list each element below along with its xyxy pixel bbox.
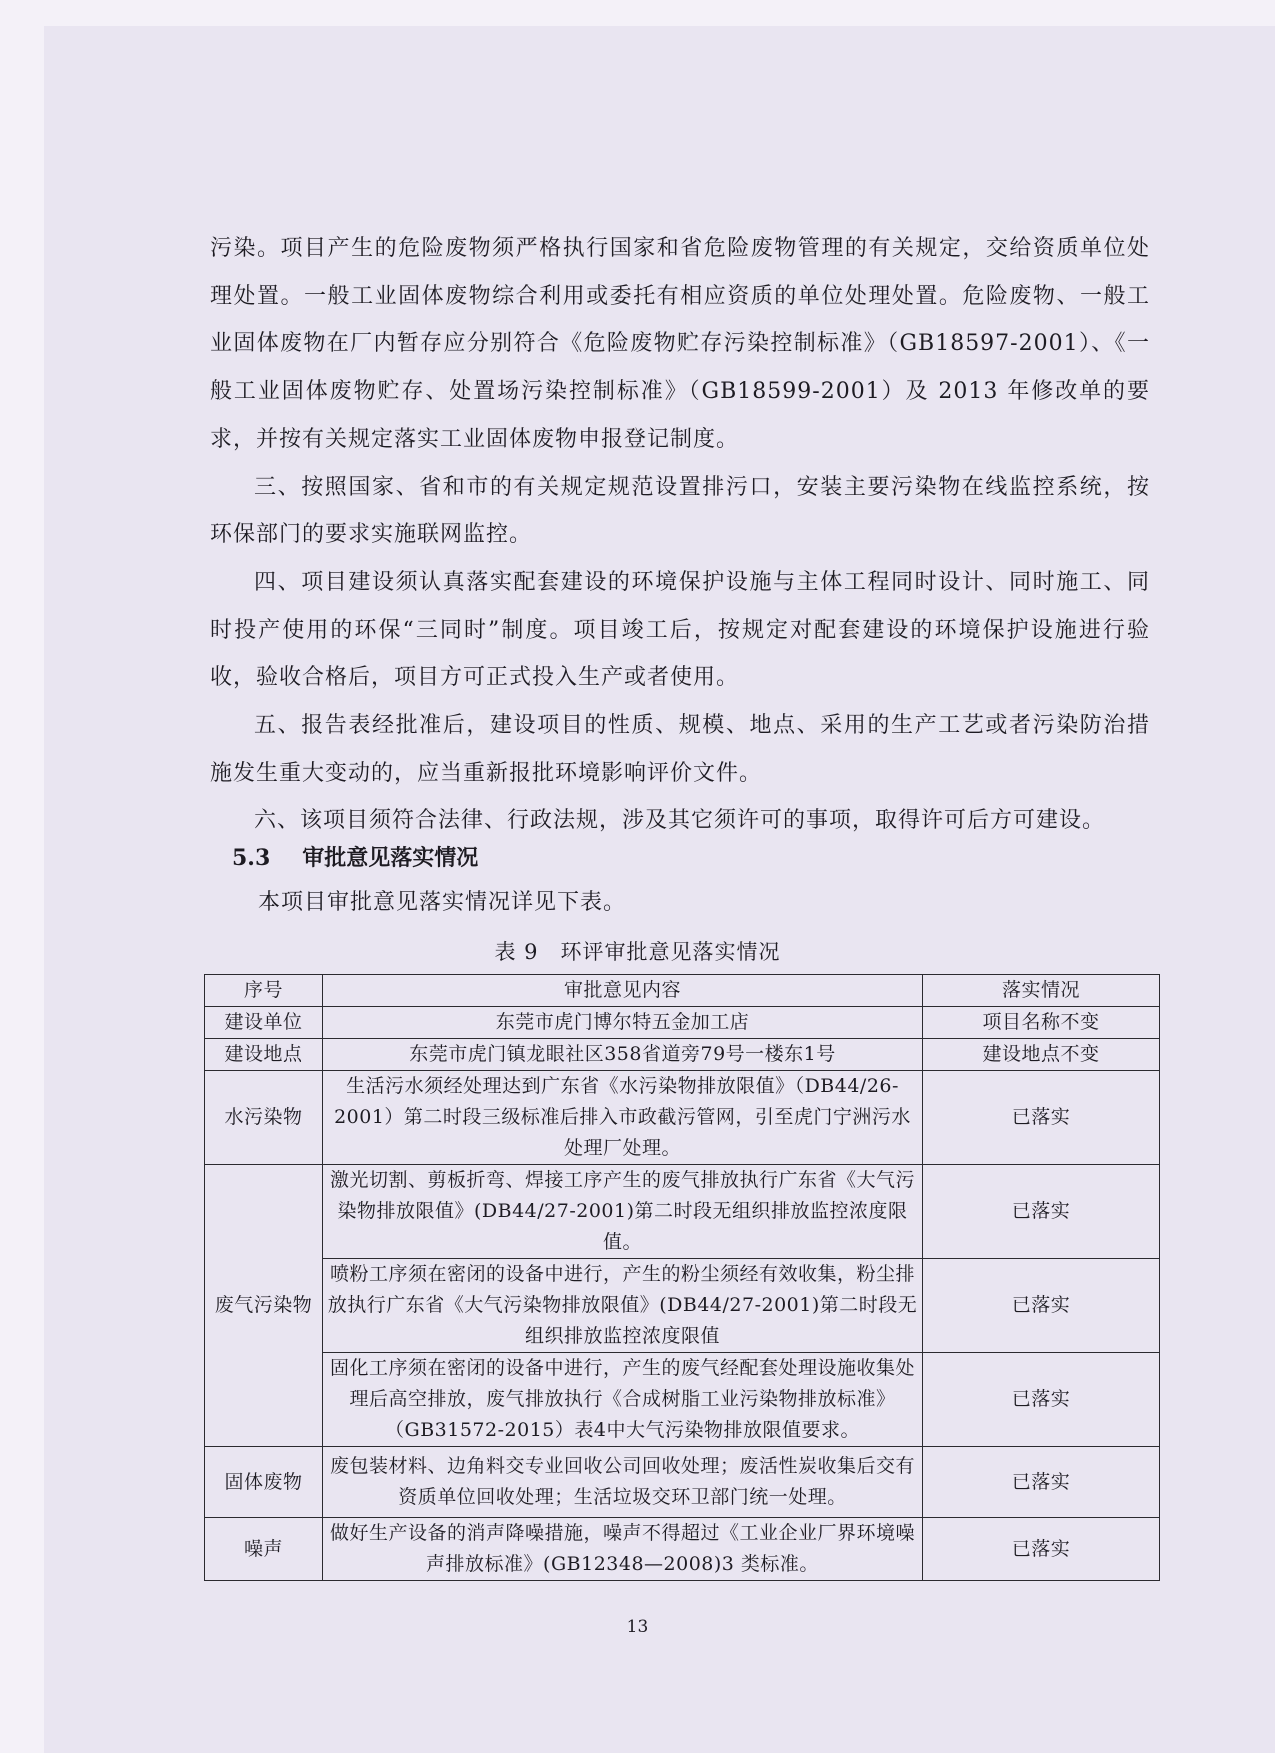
table-row [205, 1165, 1160, 1259]
row-content: 喷粉工序须在密闭的设备中进行，产生的粉尘须经有效收集，粉尘排放执行广东省《大气污染物排放限值》(DB44/27-2001)第二时段无组织排放监控浓度限值 [323, 1259, 923, 1353]
table-row [205, 1518, 1160, 1581]
row-status: 已落实 [923, 1518, 1160, 1581]
row-status: 已落实 [923, 1447, 1160, 1518]
row-status: 项目名称不变 [923, 1007, 1160, 1039]
table-row [205, 1039, 1160, 1071]
table-row [205, 1007, 1160, 1039]
paragraph-item-4: 四、项目建设须认真落实配套建设的环境保护设施与主体工程同时设计、同时施工、同时投产使用的环保“三同时”制度。项目竣工后，按规定对配套建设的环境保护设施进行验收，验收合格后，项目方可正式投入生产或者使用。 [210, 569, 1150, 691]
row-status: 建设地点不变 [923, 1039, 1160, 1071]
row-category: 建设地点 [205, 1039, 323, 1071]
paragraph-continued: 污染。项目产生的危险废物须严格执行国家和省危险废物管理的有关规定，交给资质单位处理处置。一般工业固体废物综合利用或委托有相应资质的单位处理处置。危险废物、一般工业固体废物在厂内暂存应分别符合《危险废物贮存污染控制标准》（GB18597-2001）、《一般工业固体废物贮存、处置场污染控制标准》（GB18599-2001）及 2013 年修改单的要求，并按有关规定落实工业固体废物申报登记制度。 [210, 236, 1150, 452]
row-content: 废包装材料、边角料交专业回收公司回收处理；废活性炭收集后交有资质单位回收处理；生活垃圾交环卫部门统一处理。 [323, 1447, 923, 1518]
approval-table [204, 974, 1160, 1581]
table-row [205, 1259, 1160, 1353]
section-intro: 本项目审批意见落实情况详见下表。 [258, 890, 627, 915]
table-row [205, 1353, 1160, 1447]
row-category: 废气污染物 [205, 1165, 323, 1447]
page-number: 13 [626, 1617, 649, 1637]
header-status: 落实情况 [923, 975, 1160, 1007]
row-content: 东莞市虎门镇龙眼社区358省道旁79号一楼东1号 [323, 1039, 923, 1071]
row-status: 已落实 [923, 1165, 1160, 1259]
body-text [210, 225, 1150, 845]
paragraph-item-6: 六、该项目须符合法律、行政法规，涉及其它须许可的事项，取得许可后方可建设。 [254, 808, 1106, 834]
header-index: 序号 [205, 975, 323, 1007]
table-caption [0, 932, 1275, 972]
section-title: 审批意见落实情况 [302, 845, 479, 871]
table-title: 环评审批意见落实情况 [560, 940, 781, 964]
row-category: 水污染物 [205, 1071, 323, 1165]
row-category: 建设单位 [205, 1007, 323, 1039]
row-status: 已落实 [923, 1259, 1160, 1353]
row-content: 激光切割、剪板折弯、焊接工序产生的废气排放执行广东省《大气污染物排放限值》(DB44/27-2001)第二时段无组织排放监控浓度限值。 [323, 1165, 923, 1259]
row-status: 已落实 [923, 1071, 1160, 1165]
table-number: 表 9 [494, 940, 539, 964]
row-content: 生活污水须经处理达到广东省《水污染物排放限值》（DB44/26-2001）第二时段三级标准后排入市政截污管网，引至虎门宁洲污水处理厂处理。 [323, 1071, 923, 1165]
header-content: 审批意见内容 [323, 975, 923, 1007]
row-content: 东莞市虎门博尔特五金加工店 [323, 1007, 923, 1039]
table-header-row [205, 975, 1160, 1007]
table-row [205, 1447, 1160, 1518]
paragraph-item-3: 三、按照国家、省和市的有关规定规范设置排污口，安装主要污染物在线监控系统，按环保部门的要求实施联网监控。 [210, 474, 1150, 548]
row-category: 噪声 [205, 1518, 323, 1581]
section-heading [232, 838, 478, 878]
section-number: 5.3 [232, 845, 271, 871]
row-category: 固体废物 [205, 1447, 323, 1518]
row-content: 做好生产设备的消声降噪措施，噪声不得超过《工业企业厂界环境噪声排放标准》(GB12348—2008)3 类标准。 [323, 1518, 923, 1581]
row-status: 已落实 [923, 1353, 1160, 1447]
table-row [205, 1071, 1160, 1165]
paragraph-item-5: 五、报告表经批准后，建设项目的性质、规模、地点、采用的生产工艺或者污染防治措施发生重大变动的，应当重新报批环境影响评价文件。 [210, 713, 1150, 786]
row-content: 固化工序须在密闭的设备中进行，产生的废气经配套处理设施收集处理后高空排放，废气排放执行《合成树脂工业污染物排放标准》（GB31572-2015）表4中大气污染物排放限值要求。 [323, 1353, 923, 1447]
